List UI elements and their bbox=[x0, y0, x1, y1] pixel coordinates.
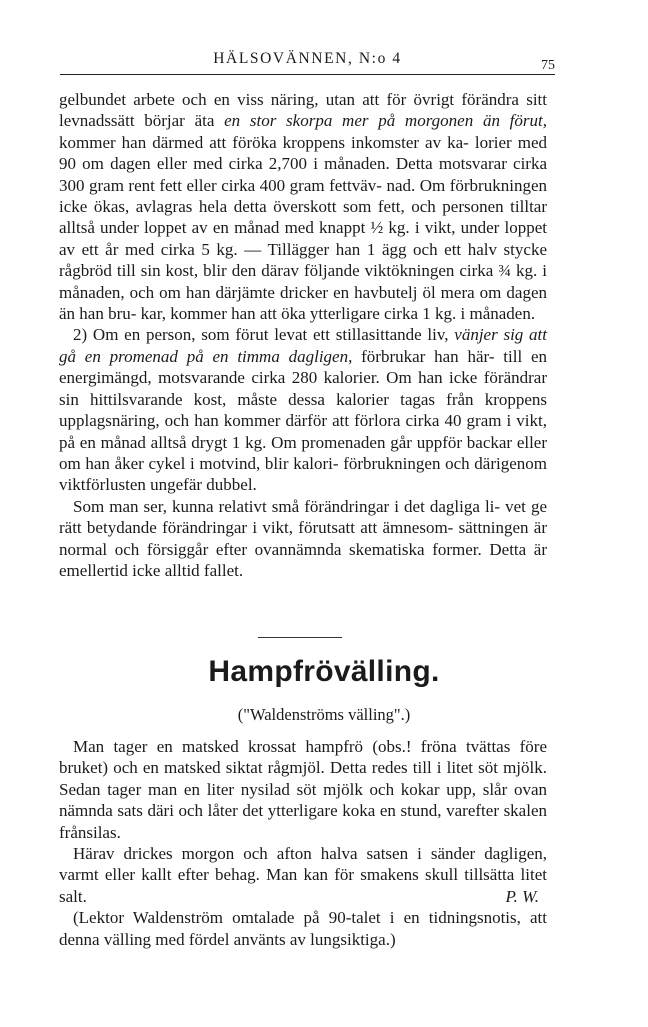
paragraph-recipe bbox=[59, 736, 547, 843]
text-line: mjölk. Sedan tager man en liter nysilad söt mjölk och kokar upp, bbox=[59, 758, 547, 799]
emphasis-text: en stor skorpa mer på morgonen än förut, bbox=[224, 111, 547, 131]
text-line: han därjämte dricker en havbutelj öl mera om dagen än han bru- bbox=[59, 282, 547, 324]
text-line: kar, kommer han att öka ytterligare cirka 1 kg. i månaden. bbox=[140, 304, 536, 324]
text-line: varmt eller kallt efter behag. Man kan för smakens skull tillsätta bbox=[59, 865, 515, 885]
section-divider bbox=[258, 637, 342, 638]
text-line: till en energimängd, motsvarande cirka 280 kalorier. Om han icke bbox=[59, 346, 548, 388]
text-line: Tillägger han 1 ägg och ett halv stycke rågbröd till sin kost, blir bbox=[59, 239, 547, 281]
paragraph-walking bbox=[59, 324, 547, 495]
text-line: bruket) och en matsked siktat rågmjöl. Detta redes till i litet söt bbox=[59, 758, 498, 778]
author-signature: P. W. bbox=[505, 886, 539, 906]
text-line: som fett, och personen tilltar alltså under loppet av en månad med bbox=[59, 197, 548, 238]
text-line: går uppför backar eller om han åker cykel i motvind, blir kalori- bbox=[59, 432, 548, 473]
text-line: vet ge rätt betydande förändringar i vikt, förutsatt att ämnesom- bbox=[59, 496, 547, 538]
text-line: nad. Om förbrukningen icke ökas, avlagras hela detta överskott bbox=[59, 175, 547, 217]
text-line: gelbundet arbete och en viss näring, utan att för övrigt förändra bbox=[59, 90, 519, 109]
article-body bbox=[59, 736, 547, 950]
text-line: motsvarar cirka 300 gram rent fett eller cirka 400 gram fettväv- bbox=[59, 154, 547, 195]
text-line: förbrukningen och därigenom viktförlusten ungefär dubbel. bbox=[59, 453, 548, 495]
text-line: 40 gram i vikt, på en månad alltså drygt 1 kg. Om promenaden bbox=[59, 411, 548, 452]
text-line: Härav drickes morgon och afton halva satsen i sänder dagligen, bbox=[73, 844, 547, 864]
text-line: varefter skalen frånsilas. bbox=[59, 801, 547, 842]
text-line: (Lektor Waldenström omtalade på 90-talet i en tidningsnotis, att bbox=[73, 908, 547, 928]
text-line: Som man ser, kunna relativt små förändringar i det dagliga li- bbox=[73, 496, 501, 516]
article-title: Hampfrövälling. bbox=[208, 655, 440, 688]
section-weight-change bbox=[59, 89, 547, 581]
text-line: sättningen är normal och försiggår efter ovannämnda skematiska bbox=[59, 518, 548, 559]
text-line: knappt ½ kg. i vikt, under loppet av ett år med cirka 5 kg. — bbox=[59, 218, 548, 259]
text-line: förändrar sin hittilsvarande kost, måste dessa kalorier tagas från bbox=[59, 368, 547, 409]
text-line: sitt levnadssätt börjar äta en stor skorpa mer på morgonen än förut, kommer han därmed att föröka kroppens inkomster av ka- bbox=[59, 90, 548, 152]
page-number: 75 bbox=[541, 58, 555, 73]
text-line: lorier med 90 om dagen eller med cirka 2,700 i månaden. Detta bbox=[59, 132, 547, 174]
page-header bbox=[60, 48, 555, 75]
text-line: 2) Om en person, som förut levat ett stillasittande liv, vänjer sig att gå en promenad på en timma dagligen, förbrukar han här- bbox=[59, 325, 548, 366]
text-line: kroppens upplagsnäring, och han kommer därför att förlora cirka bbox=[59, 389, 548, 431]
text-line: litet salt. bbox=[59, 865, 547, 906]
text-line: slår ovan nämnda sats däri och låter det ytterligare koka en stund, bbox=[59, 779, 548, 821]
running-title: HÄLSOVÄNNEN, N:o 4 bbox=[213, 50, 402, 67]
paragraph-note bbox=[59, 907, 547, 950]
article-subtitle: ("Waldenströms välling".) bbox=[237, 705, 411, 724]
text-line: Man tager en matsked krossat hampfrö (obs.! fröna tvättas före bbox=[73, 737, 547, 756]
text-line: denna välling med fördel använts av lungsiktiga.) bbox=[59, 929, 396, 949]
paragraph-conclusion bbox=[59, 496, 547, 582]
emphasis-text: vänjer sig att gå en promenad på en timma dagligen, bbox=[59, 325, 548, 366]
paragraph-intake bbox=[59, 89, 547, 324]
text-line: den därav följande viktökningen cirka ¾ kg. i månaden, och om bbox=[59, 261, 547, 302]
text-line: former. Detta är emellertid icke alltid fallet. bbox=[59, 539, 548, 580]
